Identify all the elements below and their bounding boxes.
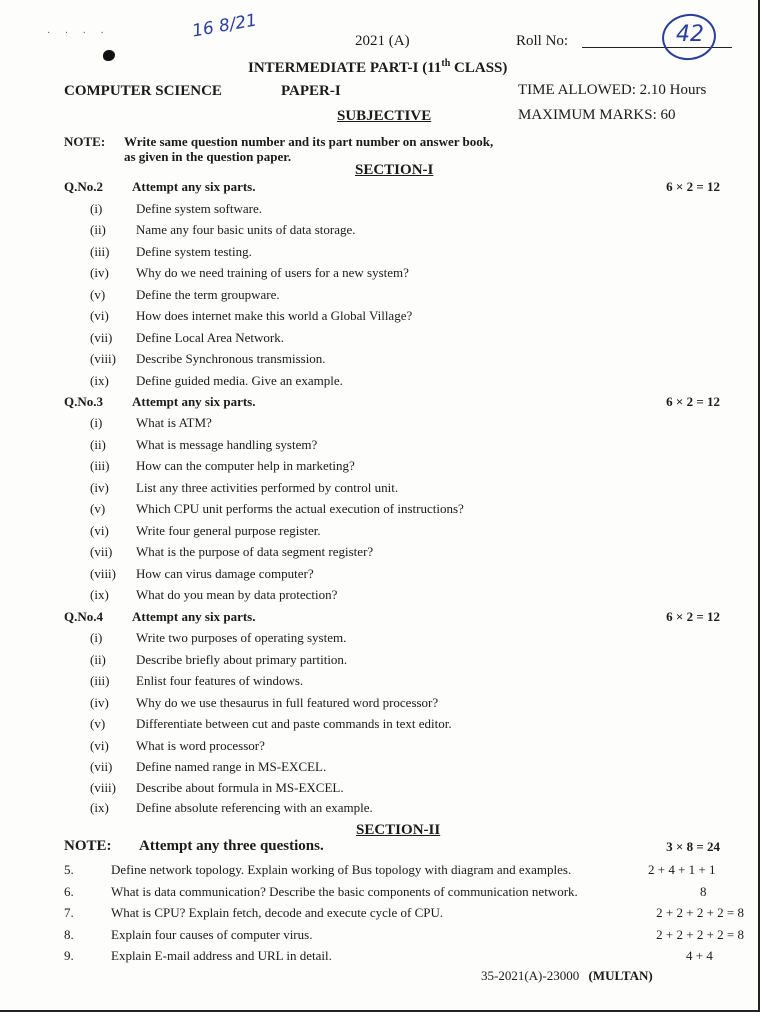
- part-text: Define system testing.: [136, 244, 252, 259]
- paper-code: 35-2021(A)-23000: [481, 968, 580, 983]
- part-number: (v): [90, 287, 106, 302]
- section-2-marks: 3 × 8 = 24: [666, 839, 720, 854]
- part-number: (vii): [90, 544, 113, 559]
- question-instruction: Attempt any six parts.: [132, 609, 256, 624]
- handwritten-note: 16 8/21: [190, 10, 259, 42]
- question-part: [90, 566, 314, 582]
- part-text: Define guided media. Give an example.: [136, 373, 343, 388]
- question-part: [90, 330, 284, 346]
- part-text: Define system software.: [136, 201, 262, 216]
- part-text: How can virus damage computer?: [136, 566, 314, 581]
- part-text: Describe briefly about primary partition.: [136, 652, 348, 667]
- part-number: (ii): [90, 437, 106, 452]
- question-part: [90, 480, 398, 496]
- part-number: (i): [90, 201, 103, 216]
- part-text: Define Local Area Network.: [136, 330, 284, 345]
- part-text: Describe about formula in MS-EXCEL.: [136, 780, 344, 795]
- section-2-title: SECTION-II: [356, 822, 441, 838]
- roll-label: Roll No:: [516, 33, 569, 49]
- question-marks: 6 × 2 = 12: [666, 179, 720, 194]
- question-part: [90, 308, 412, 324]
- exam-title-sup: th: [441, 58, 451, 69]
- question-instruction: Attempt any six parts.: [132, 394, 256, 409]
- part-text: List any three activities performed by control unit.: [136, 480, 399, 495]
- part-text: Which CPU unit performs the actual execution of instructions?: [136, 501, 464, 516]
- question-part: [90, 673, 303, 689]
- question-number: Q.No.2: [64, 179, 103, 194]
- part-text: How can the computer help in marketing?: [136, 458, 355, 473]
- question-part: [90, 437, 317, 453]
- part-number: (viii): [90, 566, 116, 581]
- part-number: (ix): [90, 373, 109, 388]
- time-allowed: TIME ALLOWED: 2.10 Hours: [518, 82, 707, 98]
- question-part: [90, 716, 452, 732]
- long-question-text: Explain E-mail address and URL in detail.: [111, 948, 332, 963]
- part-number: (ix): [90, 800, 109, 815]
- question-part: [90, 738, 265, 754]
- part-number: (viii): [90, 780, 116, 795]
- question-part: [90, 222, 355, 238]
- part-text: What is ATM?: [136, 415, 212, 430]
- question-part: [90, 265, 409, 281]
- section-2-note-text: Attempt any three questions.: [139, 838, 324, 854]
- long-question-number: 6.: [64, 884, 74, 899]
- part-text: Define named range in MS-EXCEL.: [136, 759, 327, 774]
- subject-name: COMPUTER SCIENCE: [64, 83, 222, 99]
- part-text: What do you mean by data protection?: [136, 587, 338, 602]
- part-number: (ii): [90, 222, 106, 237]
- question-part: [90, 587, 337, 603]
- question-part: [90, 244, 252, 260]
- note-label: NOTE:: [64, 134, 106, 149]
- scan-specks: · · · ·: [47, 28, 110, 39]
- long-question-text: Explain four causes of computer virus.: [111, 927, 313, 942]
- long-question-text: What is data communication? Describe the basic components of communication network.: [111, 884, 578, 899]
- part-text: Name any four basic units of data storage.: [136, 222, 356, 237]
- part-text: What is the purpose of data segment register?: [136, 544, 374, 559]
- part-number: (vii): [90, 330, 113, 345]
- question-part: [90, 544, 373, 560]
- part-number: (vi): [90, 738, 109, 753]
- part-text: What is message handling system?: [136, 437, 318, 452]
- paper-label: PAPER-I: [281, 83, 341, 99]
- part-number: (v): [90, 501, 106, 516]
- long-question-marks: 8: [700, 884, 707, 899]
- long-question-number: 7.: [64, 905, 74, 920]
- section-1-title: SECTION-I: [355, 162, 434, 178]
- board-name: (MULTAN): [588, 968, 653, 983]
- question-part: [90, 351, 326, 367]
- question-part: [90, 287, 280, 303]
- part-text: Describe Synchronous transmission.: [136, 351, 326, 366]
- part-number: (i): [90, 630, 103, 645]
- part-number: (iii): [90, 244, 110, 259]
- part-text: Define the term groupware.: [136, 287, 280, 302]
- question-part: [90, 759, 326, 775]
- part-text: Why do we use thesaurus in full featured word processor?: [136, 695, 439, 710]
- long-question-number: 8.: [64, 927, 74, 942]
- question-part: [90, 415, 212, 431]
- part-text: Why do we need training of users for a new system?: [136, 265, 409, 280]
- footer: [481, 968, 653, 984]
- part-text: Write two purposes of operating system.: [136, 630, 347, 645]
- part-number: (vii): [90, 759, 113, 774]
- question-marks: 6 × 2 = 12: [666, 394, 720, 409]
- question-part: [90, 501, 464, 517]
- question-number: Q.No.4: [64, 609, 103, 624]
- question-part: [90, 523, 321, 539]
- part-number: (iii): [90, 673, 110, 688]
- question-number: Q.No.3: [64, 394, 103, 409]
- part-text: Differentiate between cut and paste commands in text editor.: [136, 716, 452, 731]
- part-number: (ix): [90, 587, 109, 602]
- part-number: (iv): [90, 480, 109, 495]
- note-line-2: as given in the question paper.: [124, 149, 292, 164]
- exam-title: [248, 58, 507, 77]
- question-part: [90, 652, 347, 668]
- part-number: (viii): [90, 351, 116, 366]
- part-number: (v): [90, 716, 106, 731]
- part-text: Write four general purpose register.: [136, 523, 321, 538]
- ink-blot: [103, 50, 115, 61]
- long-question-marks: 2 + 2 + 2 + 2 = 8: [656, 905, 744, 920]
- part-number: (iv): [90, 695, 109, 710]
- long-question-marks: 2 + 2 + 2 + 2 = 8: [656, 927, 744, 942]
- part-text: Enlist four features of windows.: [136, 673, 304, 688]
- question-part: [90, 800, 373, 816]
- part-number: (vi): [90, 523, 109, 538]
- long-question-number: 5.: [64, 862, 74, 877]
- question-part: [90, 458, 355, 474]
- question-part: [90, 630, 346, 646]
- maximum-marks: MAXIMUM MARKS: 60: [518, 107, 676, 123]
- part-number: (i): [90, 415, 103, 430]
- long-question-number: 9.: [64, 948, 74, 963]
- exam-title-end: CLASS): [450, 60, 508, 76]
- section-2-note-label: NOTE:: [64, 838, 112, 854]
- part-number: (iv): [90, 265, 109, 280]
- exam-title-text: INTERMEDIATE PART-I (11: [248, 60, 442, 76]
- subjective-heading: SUBJECTIVE: [337, 108, 432, 124]
- question-part: [90, 695, 438, 711]
- roll-number-handwritten: 42: [676, 22, 704, 47]
- long-question-marks: 2 + 4 + 1 + 1: [648, 862, 716, 877]
- question-instruction: Attempt any six parts.: [132, 179, 256, 194]
- exam-year: 2021 (A): [355, 33, 410, 49]
- part-number: (ii): [90, 652, 106, 667]
- part-number: (iii): [90, 458, 110, 473]
- question-part: [90, 780, 344, 796]
- question-part: [90, 373, 343, 389]
- part-text: How does internet make this world a Global Village?: [136, 308, 413, 323]
- question-marks: 6 × 2 = 12: [666, 609, 720, 624]
- long-question-text: Define network topology. Explain working of Bus topology with diagram and examples.: [111, 862, 572, 877]
- long-question-marks: 4 + 4: [686, 948, 713, 963]
- long-question-text: What is CPU? Explain fetch, decode and execute cycle of CPU.: [111, 905, 444, 920]
- part-text: Define absolute referencing with an example.: [136, 800, 373, 815]
- question-part: [90, 201, 262, 217]
- part-text: What is word processor?: [136, 738, 265, 753]
- note-line-1: Write same question number and its part number on answer book,: [124, 134, 494, 149]
- part-number: (vi): [90, 308, 109, 323]
